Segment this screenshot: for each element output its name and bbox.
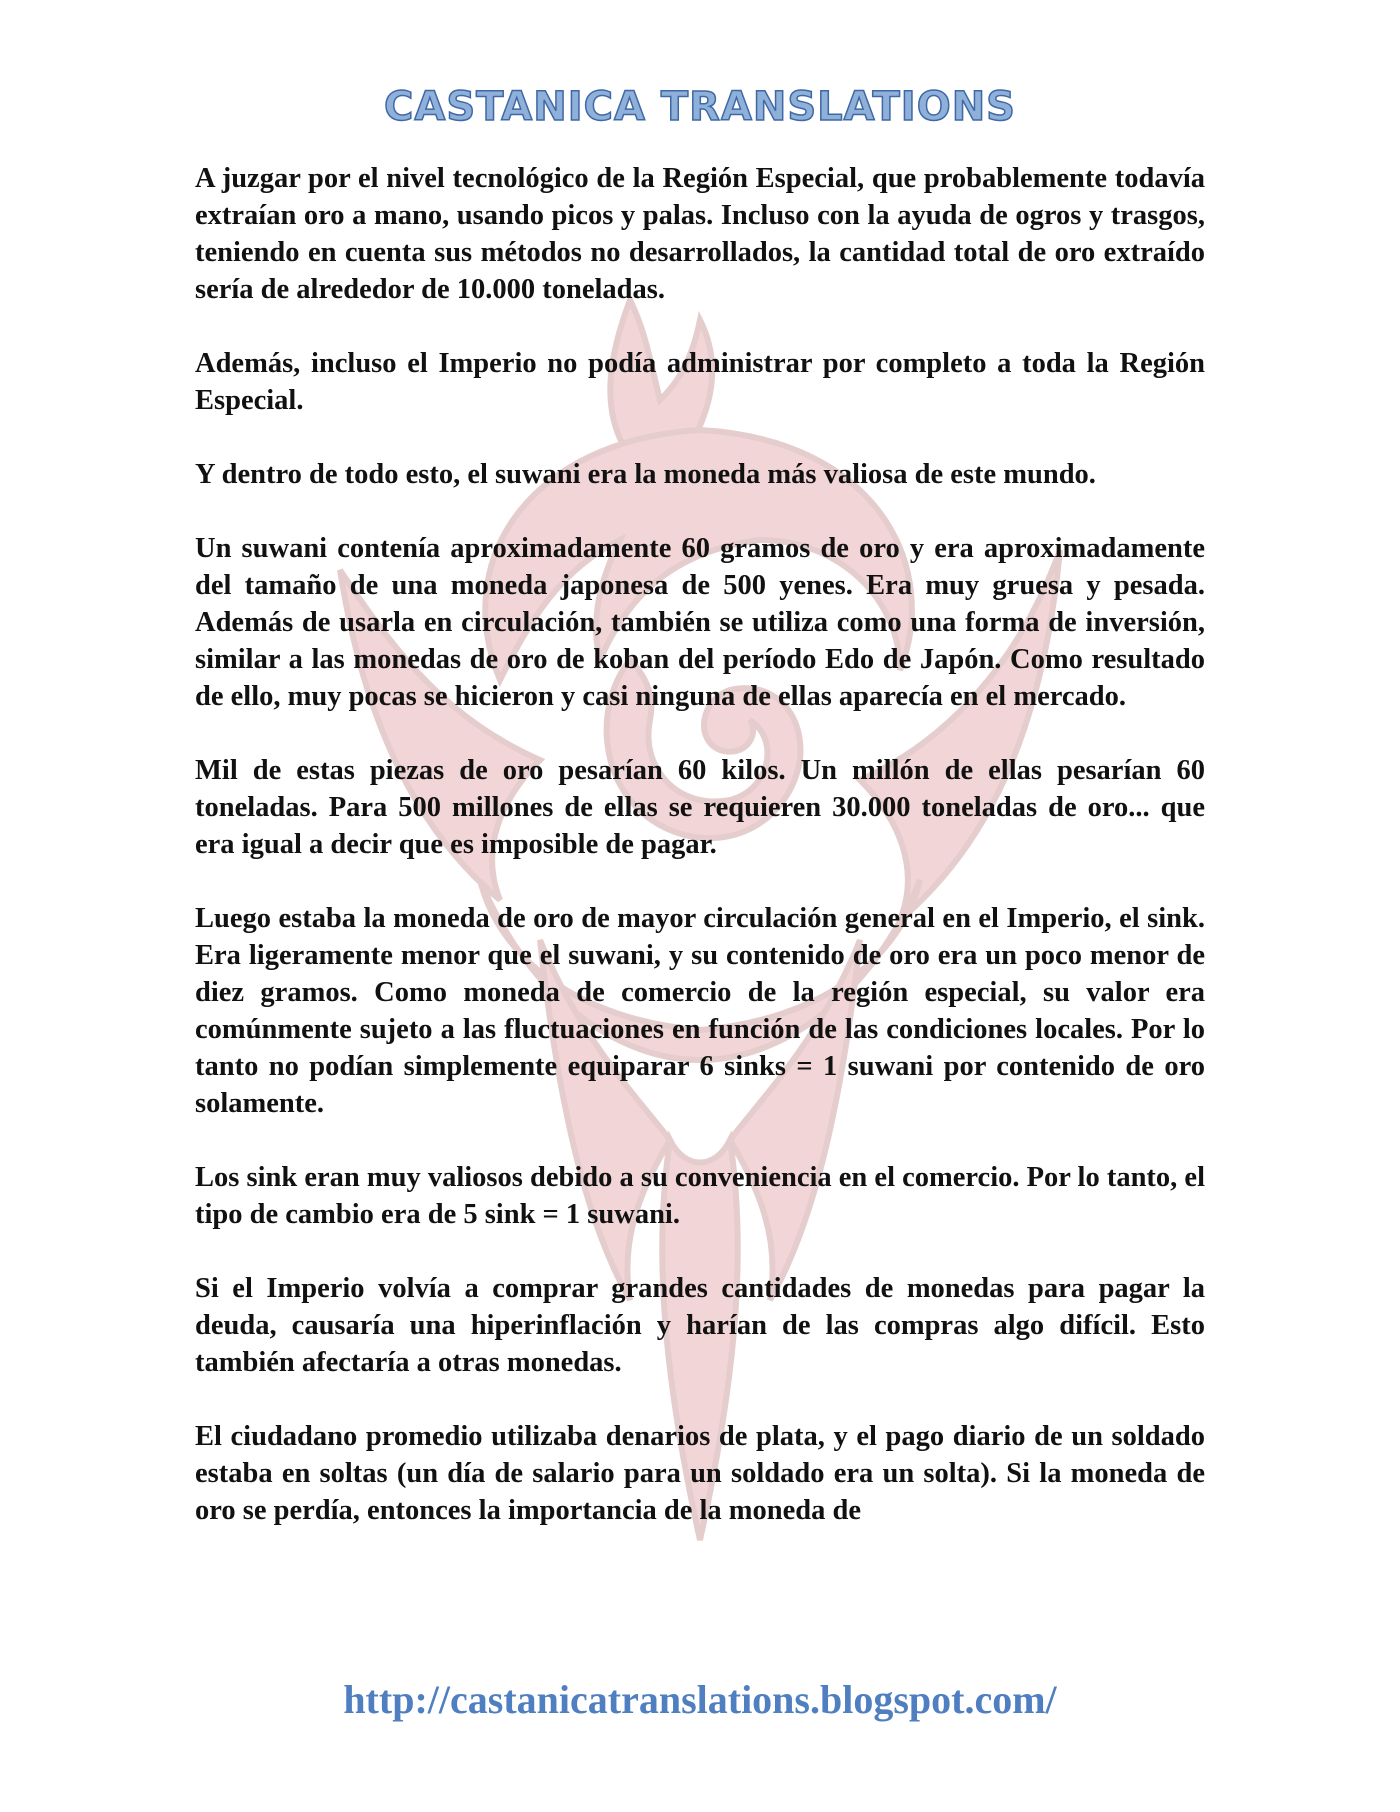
paragraph: Los sink eran muy valiosos debido a su conveniencia en el comercio. Por lo tanto, el tipo de cambio era de 5 sink = 1 suwani. — [195, 1162, 1205, 1230]
paragraph: El ciudadano promedio utilizaba denarios de plata, y el pago diario de un soldado estaba en soltas (un día de salario para un soldado era un solta). Si la moneda de oro se perdía, entonces la importancia de la moneda de — [195, 1421, 1205, 1526]
paragraph: Si el Imperio volvía a comprar grandes cantidades de monedas para pagar la deuda, causaría una hiperinflación y harían de las compras algo difícil. Esto también afectaría a otras monedas. — [195, 1273, 1205, 1378]
paragraph: Luego estaba la moneda de oro de mayor circulación general en el Imperio, el sink. Era ligeramente menor que el suwani, y su contenido de oro era un poco menor de diez gramos. Como moneda de comercio de la región especial, su valor era comúnmente sujeto a las fluctuaciones en función de las condiciones locales. Por lo tanto no podían simplemente equiparar 6 sinks = 1 suwani por contenido de oro solamente. — [195, 903, 1205, 1119]
paragraph: Y dentro de todo esto, el suwani era la moneda más valiosa de este mundo. — [195, 459, 1096, 490]
footer-url-link[interactable]: http://castanicatranslations.blogspot.com/ — [343, 1677, 1057, 1722]
paragraph: Un suwani contenía aproximadamente 60 gramos de oro y era aproximadamente del tamaño de una moneda japonesa de 500 yenes. Era muy gruesa y pesada. Además de usarla en circulación, también se utiliza como una forma de inversión, similar a las monedas de oro de koban del período Edo de Japón. Como resultado de ello, muy pocas se hicieron y casi ninguna de ellas aparecía en el mercado. — [195, 533, 1205, 712]
paragraph: Además, incluso el Imperio no podía administrar por completo a toda la Región Especial. — [195, 348, 1205, 416]
page-title: CASTANICA TRANSLATIONS — [384, 84, 1016, 130]
paragraph: A juzgar por el nivel tecnológico de la Región Especial, que probablemente todavía extraían oro a mano, usando picos y palas. Incluso con la ayuda de ogros y trasgos, teniendo en cuenta sus métodos no desarrollados, la cantidad total de oro extraído sería de alrededor de 10.000 toneladas. — [195, 163, 1205, 305]
document-body — [195, 160, 1205, 1566]
paragraph: Mil de estas piezas de oro pesarían 60 kilos. Un millón de ellas pesarían 60 toneladas. Para 500 millones de ellas se requieren 30.000 toneladas de oro... que era igual a decir que es imposible de pagar. — [195, 755, 1205, 860]
